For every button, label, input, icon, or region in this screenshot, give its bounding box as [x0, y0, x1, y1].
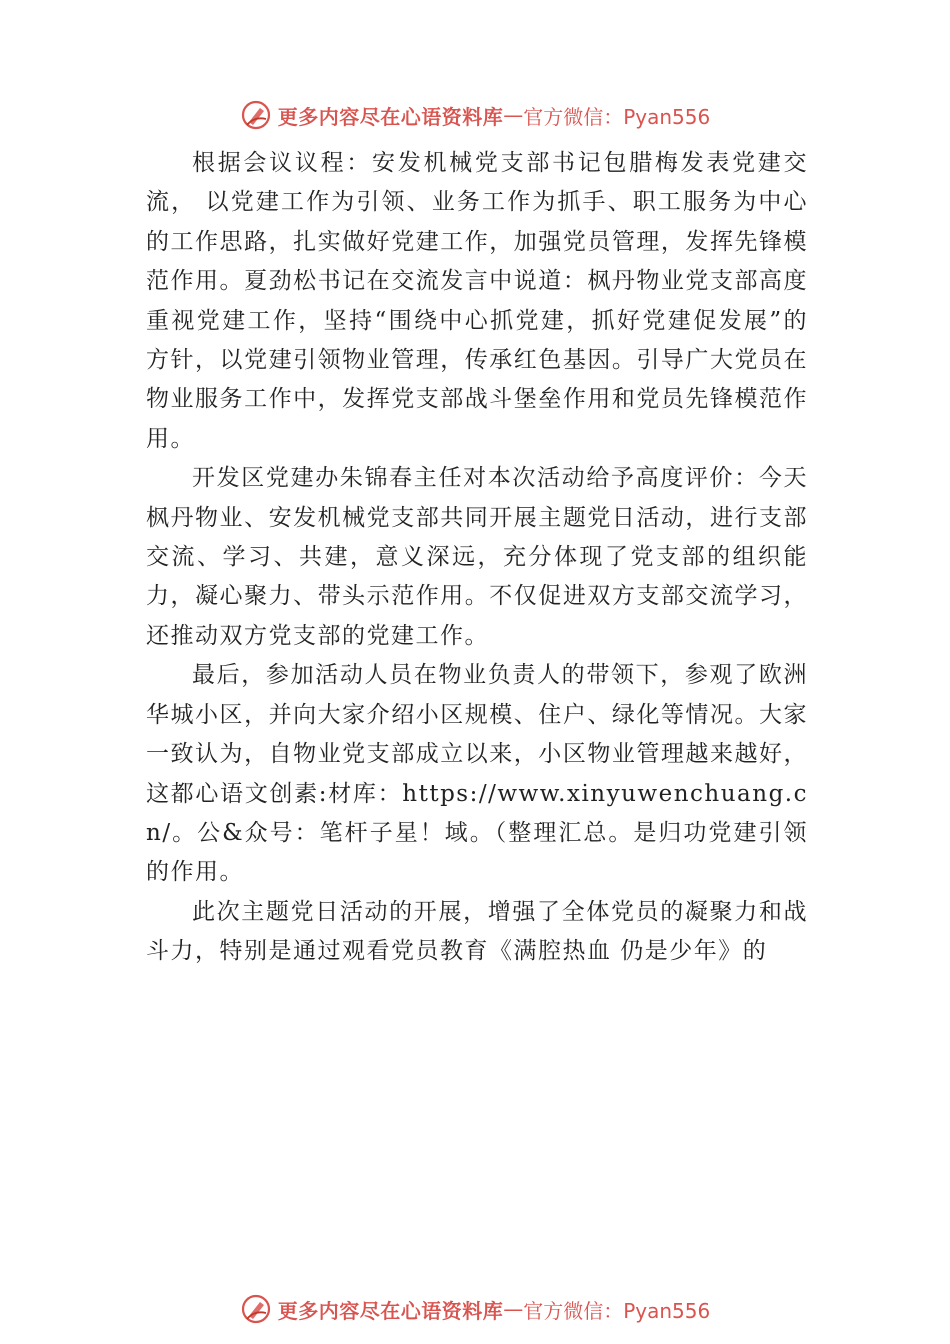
- paragraph-2: 开发区党建办朱锦春主任对本次活动给予高度评价：今天枫丹物业、安发机械党支部共同开展主题党日活动，进行支部交流、学习、共建，意义深远，充分体现了党支部的组织能力，凝心聚力、带头示范作用。不仅促进双方支部交流学习，还推动双方党支部的党建工作。: [146, 465, 808, 649]
- banner-title: 更多内容尽在心语资料库: [277, 1298, 504, 1323]
- paragraph-4: 此次主题党日活动的开展，增强了全体党员的凝聚力和战斗力，特别是通过观看党员教育《满腔热血 仍是少年》的: [146, 898, 808, 965]
- header-banner: [0, 95, 950, 135]
- paragraph-3: 最后，参加活动人员在物业负责人的带领下，参观了欧洲华城小区，并向大家介绍小区规模、住户、绿化等情况。大家一致认为，自物业党支部成立以来，小区物业管理越来越好，这都心语文创素:材库：https://www.xinyuwenchuang.cn/。公&众号：笔杆子星！域。（整理汇总。是归功党建引领的作用。: [146, 662, 808, 886]
- document-body: [146, 144, 808, 972]
- pen-logo-icon: [240, 1293, 272, 1325]
- banner-dash: —: [503, 1297, 524, 1321]
- pen-logo-icon: [240, 99, 272, 131]
- footer-banner: [0, 1289, 950, 1329]
- banner-title: 更多内容尽在心语资料库: [277, 104, 504, 129]
- banner-wechat: 官方微信：Pyan556: [523, 1298, 711, 1323]
- banner-dash: —: [503, 103, 524, 127]
- banner-wechat: 官方微信：Pyan556: [523, 104, 711, 129]
- paragraph-1: 根据会议议程：安发机械党支部书记包腊梅发表党建交流， 以党建工作为引领、业务工作为抓手、职工服务为中心的工作思路，扎实做好党建工作，加强党员管理，发挥先锋模范作用。夏劲松书记在交流发言中说道：枫丹物业党支部高度重视党建工作，坚持“围绕中心抓党建，抓好党建促发展”的方针，以党建引领物业管理，传承红色基因。引导广大党员在物业服务工作中，发挥党支部战斗堡垒作用和党员先锋模范作用。: [146, 150, 808, 452]
